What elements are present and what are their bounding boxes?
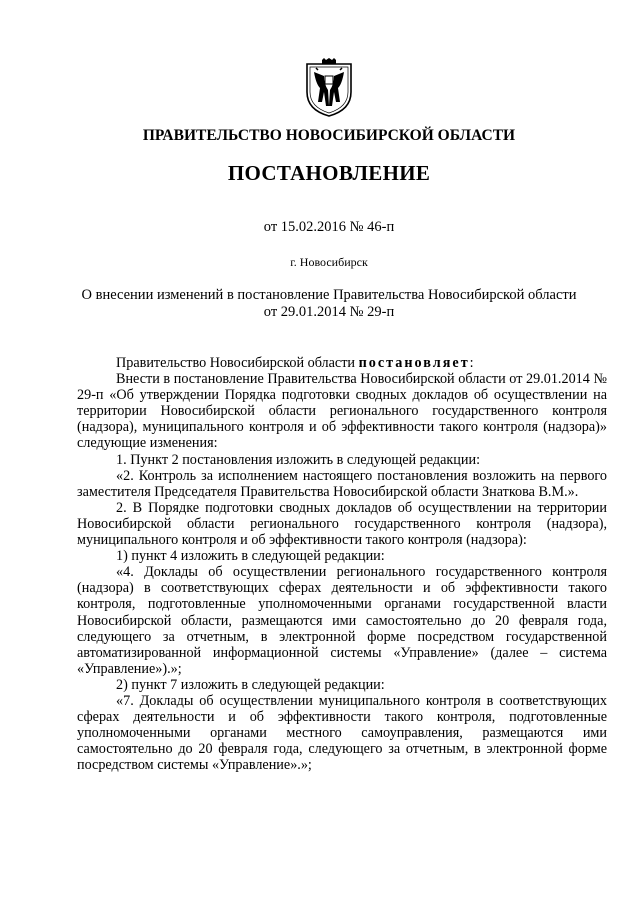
document-city: г. Новосибирск [290, 255, 368, 269]
paragraph: 2. В Порядке подготовки сводных докладов об осуществлении на территории Новосибирской области регионального государственного контроля (надзора), муниципального контроля и об эффективности такого контроля (надзора): [77, 499, 607, 549]
paragraph: 1) пункт 4 изложить в следующей редакции: [116, 548, 385, 565]
document-type: ПОСТАНОВЛЕНИЕ [227, 161, 431, 185]
document-date-number: от 15.02.2016 № 46-п [263, 219, 395, 235]
preamble-tail: : [469, 355, 474, 371]
novosibirsk-coat-of-arms-icon [304, 58, 354, 118]
subject-line-1: О внесении изменений в постановление Правительства Новосибирской области [81, 287, 577, 303]
decree-preamble [77, 355, 607, 371]
paragraph: Внести в постановление Правительства Новосибирской области от 29.01.2014 № 29-п «Об утверждении Порядка подготовки сводных докладов об осуществлении на территории Новосибирской области регионального государственного контроля (надзора), муниципального контроля и об эффективности такого контроля (надзора)» следующие изменения: [77, 371, 607, 452]
preamble-verb: постановляет [358, 355, 470, 371]
document-body [77, 355, 607, 773]
paragraph: 2) пункт 7 изложить в следующей редакции: [116, 676, 385, 693]
paragraph: «2. Контроль за исполнением настоящего постановления возложить на первого заместителя Председателя Правительства Новосибирской области Знаткова В.М.». [77, 467, 607, 500]
paragraph: «4. Доклады об осуществлении регионального государственного контроля (надзора) в соответствующих сферах деятельности и об эффективности такого контроля, подготовленные уполномоченными органами государственной власти Новосибирской области, размещаются ими самостоятельно до 20 февраля года, следующего за отчетным, в электронной форме посредством государственной автоматизированной информационной системы «Управление» (далее – система «Управление»).»; [77, 564, 607, 677]
preamble-lead: Правительство Новосибирской области [116, 355, 359, 371]
government-name: ПРАВИТЕЛЬСТВО НОВОСИБИРСКОЙ ОБЛАСТИ [142, 127, 516, 144]
paragraph: «7. Доклады об осуществлении муниципального контроля в соответствующих сферах деятельности и об эффективности такого контроля, подготовленные уполномоченными органами местного самоуправления, размещаются ими самостоятельно до 20 февраля года, следующего за отчетным, в электронной форме посредством системы «Управление».»; [77, 692, 607, 774]
paragraph: 1. Пункт 2 постановления изложить в следующей редакции: [116, 451, 481, 468]
subject-line-2: от 29.01.2014 № 29-п [263, 304, 395, 320]
document-subject [0, 287, 640, 321]
